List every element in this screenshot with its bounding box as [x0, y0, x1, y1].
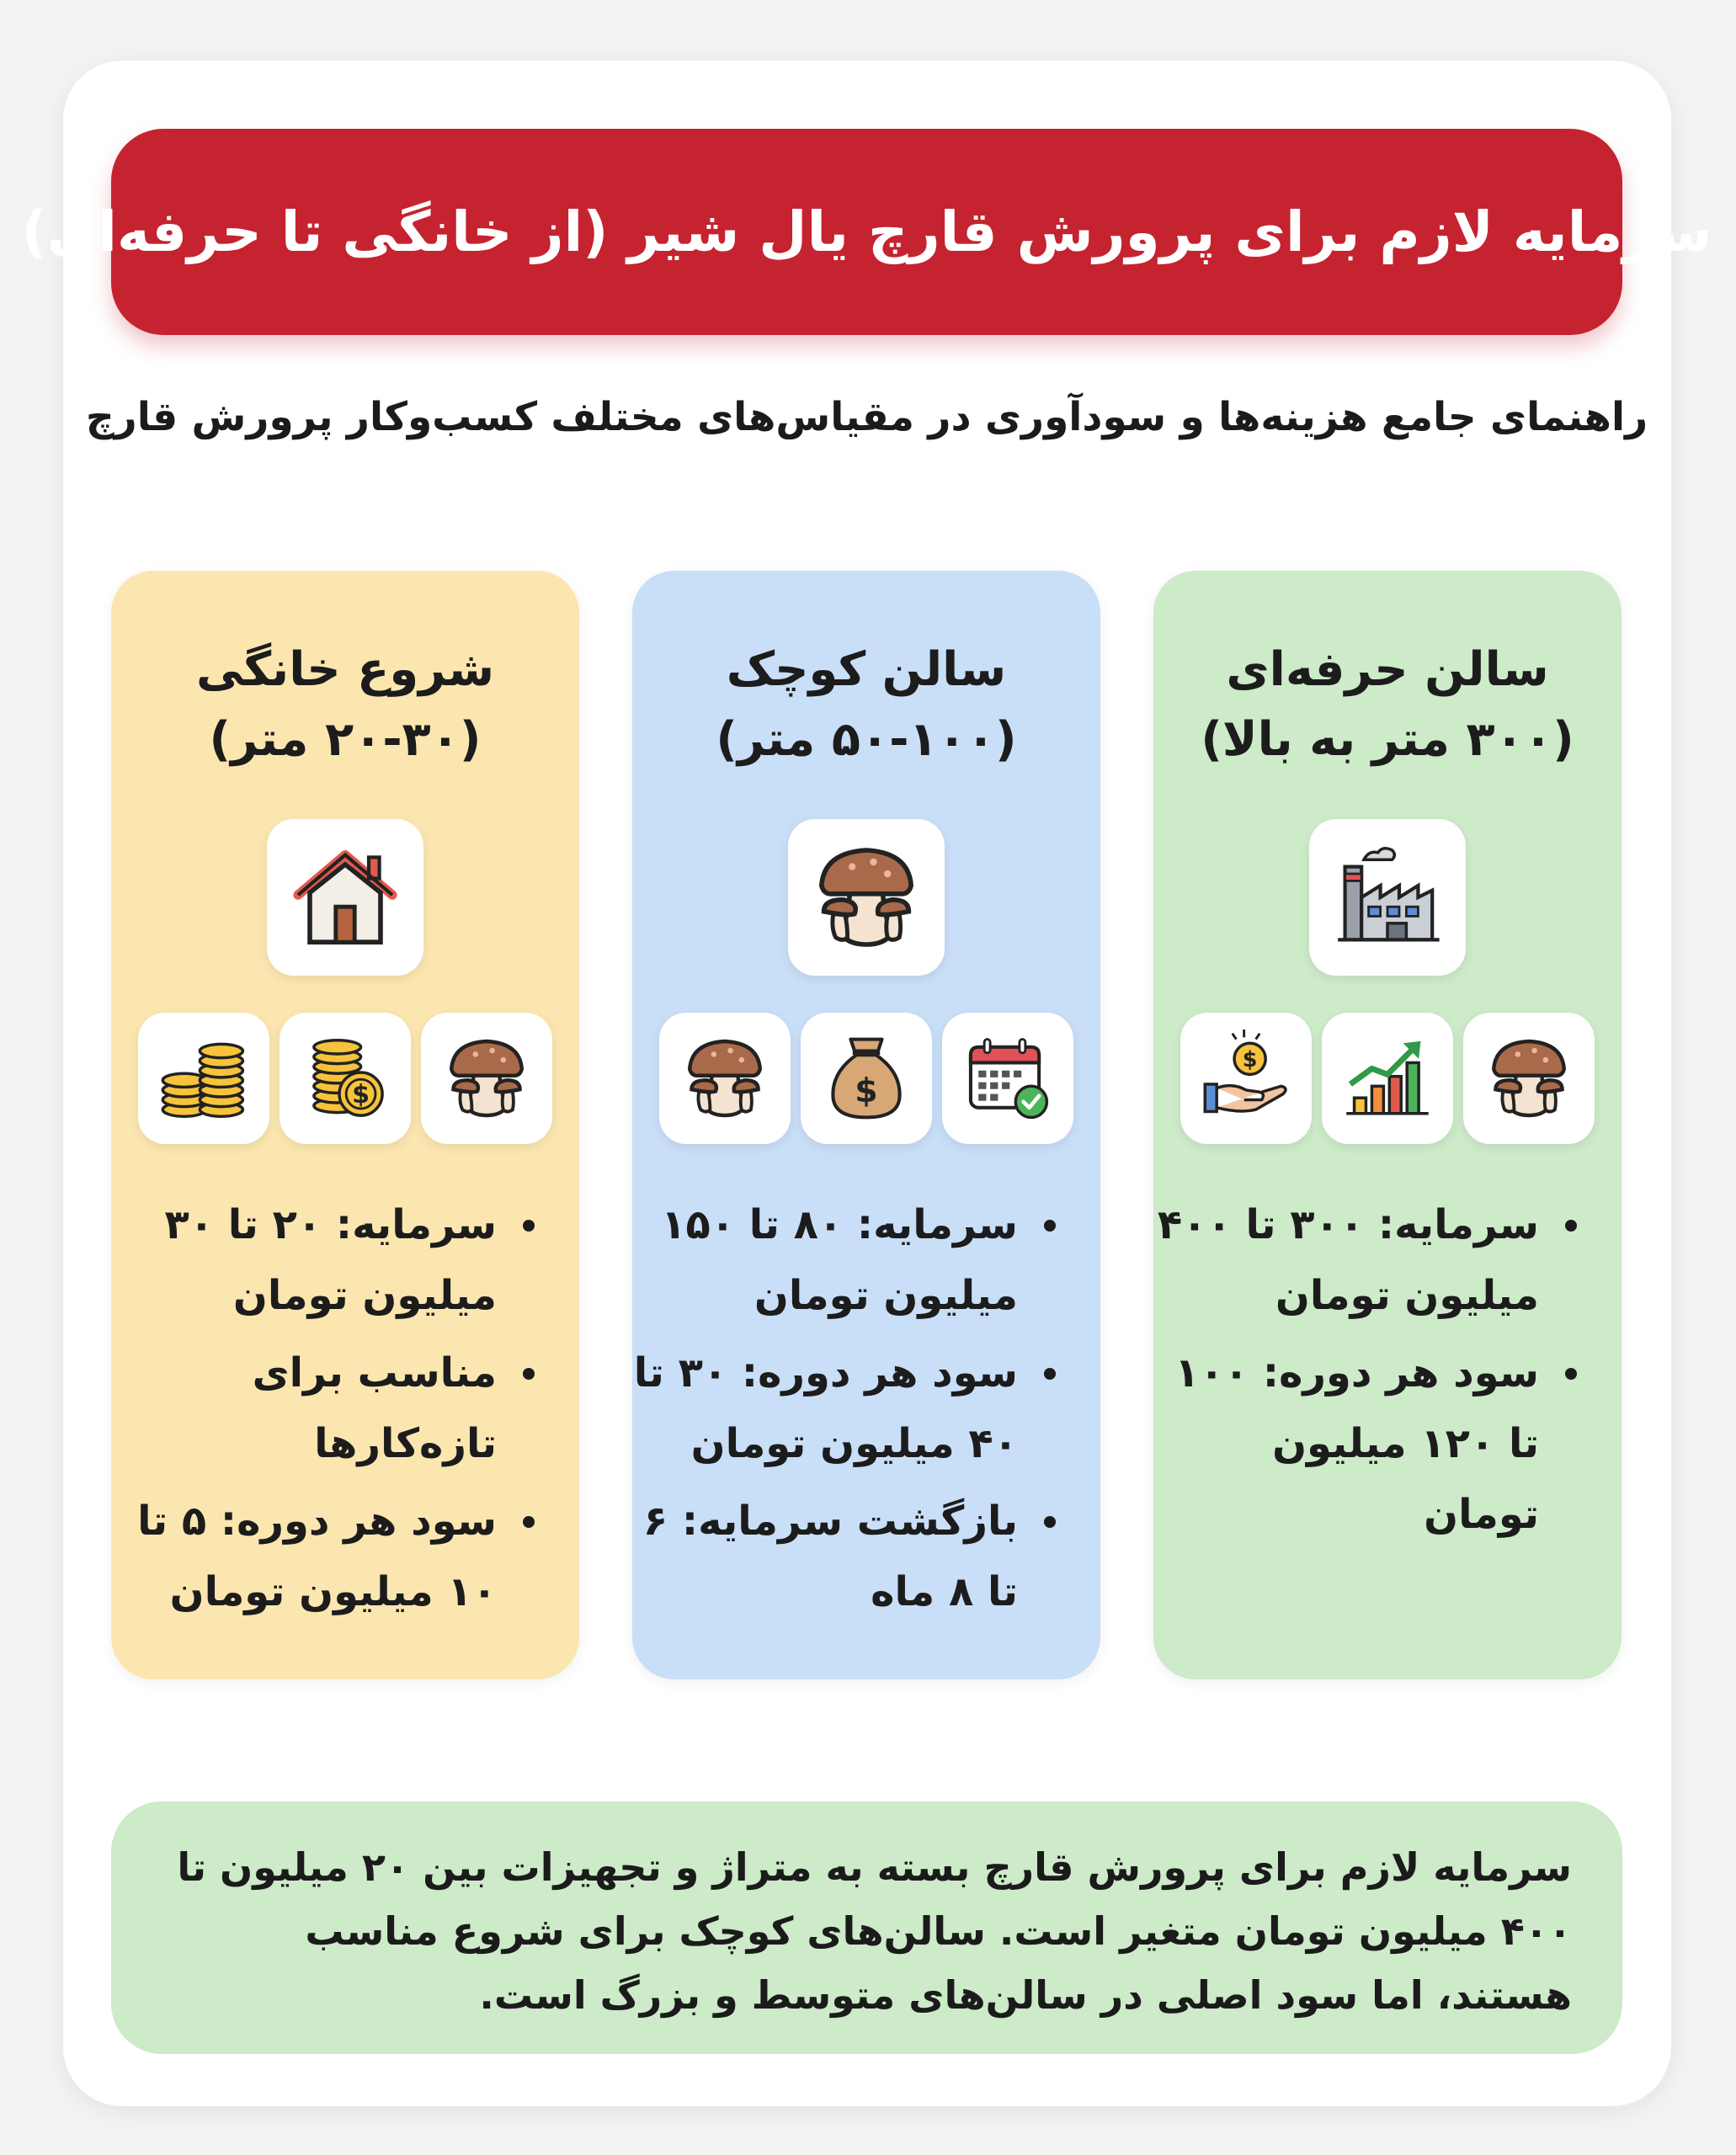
svg-text:$: $	[352, 1080, 370, 1109]
mushroom-icon	[788, 819, 945, 976]
coin-dollar-icon	[280, 1013, 411, 1144]
column-size: (۳۰۰ متر به بالا)	[1201, 712, 1574, 767]
bullet-list	[631, 1189, 1060, 1634]
summary-note: سرمایه لازم برای پرورش قارچ بسته به متراژ و تجهیزات بین ۲۰ میلیون تا ۴۰۰ میلیون تومان متغیر است. سالن‌های کوچک برای شروع مناسب هستند، اما سود اصلی در سالن‌های متوسط و بزرگ است.	[111, 1801, 1622, 2054]
list-item: سود هر دوره: ۵ تا ۱۰ میلیون تومان	[109, 1486, 497, 1627]
column-title: سالن حرفه‌ای	[1226, 642, 1549, 697]
growth-chart-icon	[1322, 1013, 1453, 1144]
column-size: (۲۰-۳۰ متر)	[209, 712, 482, 767]
coin-stack-icon	[138, 1013, 269, 1144]
page-subtitle: راهنمای جامع هزینه‌ها و سودآوری در مقیاس‌های مختلف کسب‌وکار پرورش قارچ	[85, 393, 1648, 440]
list-item: سرمایه: ۸۰ تا ۱۵۰ میلیون تومان	[631, 1189, 1018, 1331]
factory-icon	[1309, 819, 1466, 976]
list-item: سرمایه: ۲۰ تا ۳۰ میلیون تومان	[109, 1189, 497, 1331]
mushroom-icon	[421, 1013, 552, 1144]
column-professional-hall	[1153, 571, 1622, 1679]
calendar-check-icon	[942, 1013, 1073, 1144]
mushroom-icon	[1463, 1013, 1595, 1144]
page-title: سرمایه لازم برای پرورش قارچ یال شیر (از خانگی تا حرفه‌ای)	[21, 200, 1712, 264]
mushroom-icon	[659, 1013, 791, 1144]
bullet-list	[109, 1189, 539, 1634]
column-size: (۵۰-۱۰۰ متر)	[716, 712, 1017, 767]
column-home-start	[111, 571, 579, 1679]
list-item: سود هر دوره: ۳۰ تا ۴۰ میلیون تومان	[631, 1338, 1018, 1479]
svg-text:$: $	[855, 1071, 878, 1110]
list-item: بازگشت سرمایه: ۶ تا ۸ ماه	[631, 1486, 1018, 1627]
list-item: مناسب برای تازه‌کارها	[109, 1338, 497, 1479]
list-item: سود هر دوره: ۱۰۰ تا ۱۲۰ میلیون تومان	[1152, 1338, 1539, 1550]
house-icon	[267, 819, 423, 976]
hand-coin-icon	[1180, 1013, 1312, 1144]
column-small-hall	[632, 571, 1100, 1679]
column-title: شروع خانگی	[195, 642, 495, 697]
title-banner	[21, 129, 1712, 335]
bullet-list	[1152, 1189, 1581, 1556]
svg-text:$: $	[1242, 1047, 1258, 1073]
money-bag-icon	[801, 1013, 932, 1144]
list-item: سرمایه: ۳۰۰ تا ۴۰۰ میلیون تومان	[1152, 1189, 1539, 1331]
column-title: سالن کوچک	[726, 642, 1007, 697]
